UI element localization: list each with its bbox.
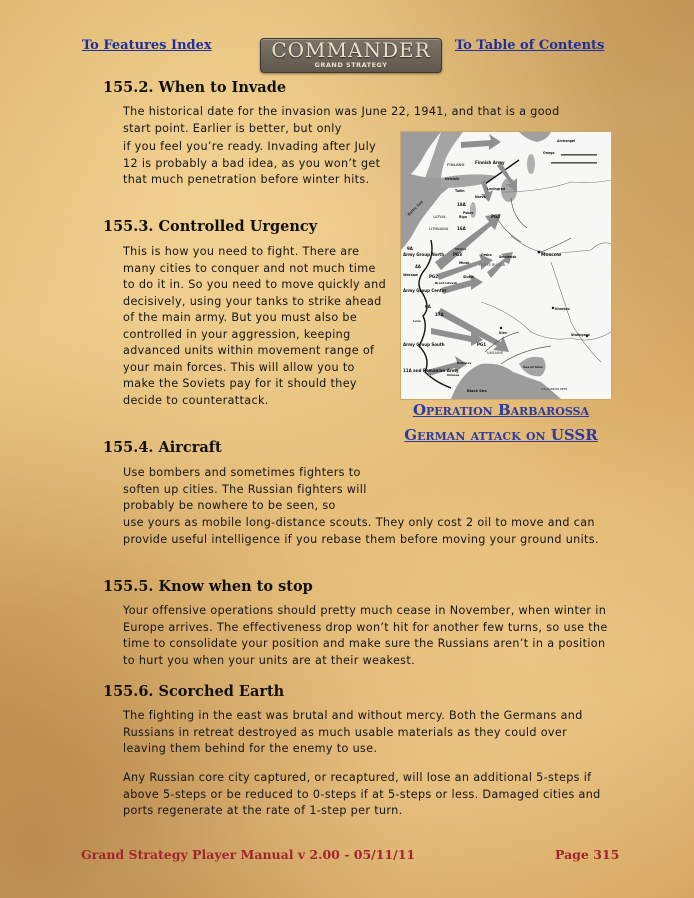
- barbarossa-map: [400, 131, 612, 400]
- table-of-contents-link[interactable]: To Table of Contents: [455, 38, 605, 53]
- commander-logo: [260, 38, 442, 73]
- map-label-16a: 16A: [457, 226, 466, 231]
- map-label-brest: Brest Litovsk: [435, 281, 458, 285]
- map-label-kiev: Kiev: [499, 331, 507, 335]
- section-heading-know-when-to-stop: 155.5. Know when to stop: [103, 578, 313, 595]
- paragraph: if you feel you’re ready. Invading after July 12 is probably a bad idea, as you won’t get that much penetration before winter hits.: [123, 140, 381, 186]
- map-label-tallin: Tallin: [455, 189, 465, 193]
- map-label-11a-romanian: 11A and Romanian Army: [403, 368, 459, 373]
- map-label-17a: 17A: [435, 312, 444, 317]
- map-label-baltic-sea: Baltic Sea: [406, 199, 424, 217]
- features-index-link[interactable]: To Features Index: [82, 38, 212, 53]
- footer-page-number: Page 315: [555, 847, 620, 862]
- map-label-orsha: Orsha: [481, 253, 492, 257]
- section-heading-scorched-earth: 155.6. Scorched Earth: [103, 683, 285, 700]
- footer-manual-version: Grand Strategy Player Manual v 2.00 - 05/11/11: [81, 847, 416, 862]
- map-label-kharkov: Kharkov: [555, 307, 570, 311]
- map-label-pg3: PG3: [453, 252, 462, 257]
- map-label-leningrad: Leningrad: [487, 187, 506, 191]
- map-label-pg2: PG2: [429, 274, 438, 279]
- map-label-odessa: Odessa: [447, 373, 460, 377]
- lake-peipus: [470, 202, 476, 218]
- map-label-lithuania: LITHUANIA: [429, 227, 449, 231]
- map-label-caucasus: CAUCASUS MTS: [541, 387, 568, 391]
- map-label-army-group-north: Army Group North: [403, 252, 445, 257]
- section-heading-when-to-invade: 155.2. When to Invade: [103, 79, 287, 96]
- map-label-smolensk: Smolensk: [499, 255, 517, 259]
- map-label-finland: FINLAND: [447, 163, 465, 167]
- map-label-helsinki: Helsinki: [445, 177, 460, 181]
- white-sea: [519, 132, 551, 142]
- lake-onega: [527, 154, 535, 174]
- map-label-vilnius: Vilnius: [455, 247, 467, 251]
- map-label-finnish-army: Finnish Army: [475, 160, 505, 165]
- paragraph: This is how you need to fight. There are many cities to conquer and not much time to do it in. So you need to move quickly and decisively, using your tanks to strike ahead of the main army. But you must also be controlled in your aggression, keeping advanced units within movement range of your main forces. This will allow you to make the Soviets pay for it should they decide to counterattack.: [123, 245, 387, 407]
- map-caption-line2[interactable]: German attack on USSR: [404, 426, 598, 444]
- map-label-lvov: Lvov: [413, 319, 421, 323]
- map-label-army-group-south: Army Group South: [403, 342, 445, 347]
- paragraph: Your offensive operations should pretty much cease in November, when winter in Europe arrives. The effectiveness drop won’t hit for another few turns, so use the time to consolidate your position and make sure the Russians aren’t in a position to hurt you when your units are at their weakest.: [123, 604, 608, 667]
- map-label-9a: 9A: [407, 246, 413, 251]
- map-label-slutsk: Slutsk: [463, 275, 475, 279]
- section-heading-aircraft: 155.4. Aircraft: [103, 439, 222, 456]
- map-label-6a: 6A: [425, 304, 431, 309]
- paragraph: Use bombers and sometimes fighters to soften up cities. The Russian fighters will probably be nowhere to be seen, so: [123, 466, 367, 512]
- map-label-riga: Riga: [459, 215, 467, 219]
- map-label-army-group-center: Army Group Center: [403, 288, 447, 293]
- map-label-moscow: Moscow: [541, 253, 562, 258]
- map-label-stalingrad: Stalingrad: [571, 333, 590, 337]
- paragraph: Any Russian core city captured, or recaptured, will lose an additional 5-steps if above 5-steps or be reduced to 0-steps if at 5-steps or less. Damaged cities and ports regenerate at the rate of 1-step per turn.: [123, 771, 601, 817]
- map-graphic: [401, 132, 611, 399]
- map-label-archangel: Archangel: [557, 139, 576, 143]
- map-label-ukraine: UKRAINE: [487, 351, 504, 355]
- map-label-pg4: PG4: [491, 214, 500, 219]
- map-label-minsk: Minsk: [459, 261, 470, 265]
- map-label-pskov: Pskov: [463, 211, 474, 215]
- paragraph: The fighting in the east was brutal and without mercy. Both the Germans and Russians in retreat destroyed as much usable materials as they could over leaving them behind for the enemy to use.: [123, 709, 583, 755]
- map-label-latvia: LATVIA: [433, 215, 446, 219]
- section-heading-controlled-urgency: 155.3. Controlled Urgency: [103, 218, 318, 235]
- logo-subtitle: GRAND STRATEGY: [314, 61, 388, 69]
- map-label-18a: 18A: [457, 202, 466, 207]
- paragraph: use yours as mobile long-distance scouts. They only cost 2 oil to move and can provide useful intelligence if you rebase them before moving your ground units.: [123, 516, 599, 546]
- paragraph: start point. Earlier is better, but only: [123, 122, 342, 135]
- map-label-warsaw: Warsaw: [403, 273, 419, 277]
- map-label-narva: Narva: [475, 195, 486, 199]
- map-label-sea-of-azov: Sea of Azov: [523, 365, 543, 369]
- map-label-onega: Onega: [543, 151, 555, 155]
- map-label-kishinev: Kishinev: [457, 361, 472, 365]
- logo-title: COMMANDER: [271, 38, 431, 62]
- map-label-white-russia: WHITE RUSSIA: [479, 263, 505, 267]
- map-label-black-sea: Black Sea: [467, 389, 487, 393]
- map-label-pg1: PG1: [477, 342, 486, 347]
- paragraph: The historical date for the invasion was June 22, 1941, and that is a good: [123, 105, 560, 118]
- map-label-4a: 4A: [415, 264, 421, 269]
- map-caption-line1[interactable]: Operation Barbarossa: [412, 401, 590, 419]
